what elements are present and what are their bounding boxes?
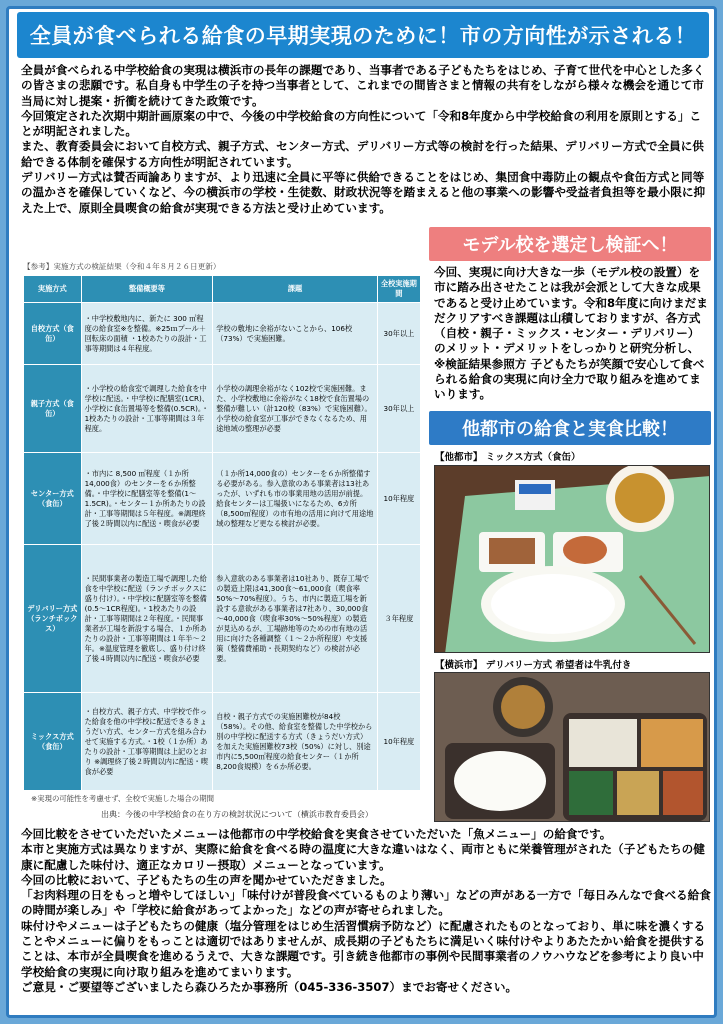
model-school-heading: モデル校を選定し検証へ！ xyxy=(429,227,711,261)
method-comparison-table xyxy=(23,261,421,811)
compare-heading: 他都市の給食と実食比較！ xyxy=(429,411,711,445)
issue-cell: 自校・親子方式での実施困難校が84校（58%）。その他、給食室を整備した中学校から別の中学校に配送する方式（きょうだい方式）を加えた実施困難校73校（50%）に対し、別途市内に5,500㎡程度の給食センター（１か所8,200食規模）を６か所必要。 xyxy=(213,693,378,791)
table-row xyxy=(24,453,421,545)
contact-line: ご意見・ご要望等ございましたら森ひろたか事務所（045-336-3507）までお寄せください。 xyxy=(21,979,518,994)
lunchbox-illustration xyxy=(435,673,710,822)
lunch-tray-illustration xyxy=(435,466,710,653)
outline-cell: ・小学校の給食室で調理した給食を中学校に配送。・中学校に配膳室(1CR)、小学校に食缶置場等を整備(0.5CR)。・1校あたりの設計・工事等期間は３年程度。 xyxy=(81,365,213,453)
bottom-paragraph: 「お肉料理の日をもっと増やしてほしい」「味付けが普段食べているものより薄い」などの声がある一方で「毎日みんなで食べる給食の時間が楽しみ」や「学校に給食があってよかった」などの声が寄せられました。 xyxy=(21,888,711,918)
table-caption: 【参考】実施方式の検証結果（令和４年８月２６日更新） xyxy=(23,262,221,271)
photo2-label: 【横浜市】 デリバリー方式 希望者は牛乳付き xyxy=(435,660,632,671)
table-footnote: ※実現の可能性を考慮せず、全校で実施した場合の期間 xyxy=(31,794,214,803)
bottom-paragraph: 味付けやメニューは子どもたちの健康（塩分管理をはじめ生活習慣病予防など）に配慮されたものとなっており、単に味を濃くすることやメニューに偏りをもっことは適切ではありませんが、成長期の子どもたちに満足いく味付けやよりあたたかい給食を提供することは、本市が全員喫食を進めるうえで、大きな課題です。引き続き他都市の事例や民間事業者のノウハウなどを参考により良い中学校給食の実現に向け取り組みを進めてまいります。 xyxy=(21,918,706,979)
mix-method-lunch-photo xyxy=(434,465,710,653)
header-outline: 整備概要等 xyxy=(81,276,213,303)
title-banner xyxy=(17,12,709,58)
years-cell: ３年程度 xyxy=(377,545,420,693)
method-cell: デリバリー方式（ランチボックス） xyxy=(24,545,82,693)
bottom-paragraph: 本市と実施方式は異なりますが、実際に給食を食べる時の温度に大きな違いはなく、両市ともに栄養管理がされた（子どもたちの健康に配慮した味付け、適正なカロリー摂取）メニューとなっています。 xyxy=(21,842,705,872)
table-row xyxy=(24,693,421,791)
issue-cell: 学校の敷地に余裕がないことから、106校（73%）で実施困難。 xyxy=(213,303,378,365)
outline-cell: ・自校方式、親子方式、中学校で作った給食を他の中学校に配送できるきょうだい方式、センター方式を組み合わせて実施する方式。・1校（１か所）あたりの設計・工事等期間は上記のとおり ※調理終了後２時間以内に配送・喫食が必要 xyxy=(81,693,213,791)
model-school-text: 今回、実現に向け大きな一歩（モデル校の設置）を市に踏み出させたことは我が会派として大きな成果であると受け止めています。令和8年度に向けまだまだクリアすべき課題は山積しておりますが、各方式（自校・親子・ミックス・センター・デリバリー）のメリット・デメリットをしっかりと研究分析し、※検証結果参照方 子どもたちが笑顔で安心して食べられる給食の実現に向け全力で取り組みを進めてまいります。 xyxy=(434,265,708,402)
results-table xyxy=(23,275,421,791)
issue-cell: 小学校の調理余裕がなく102校で実施困難。また、小学校敷地に余裕がなく18校で食缶置場の整備が難しい（計120校（83%）で実施困難）。小学校の給食室が工事ができなくなるため、用途地域の整理が必要 xyxy=(213,365,378,453)
years-cell: 30年以上 xyxy=(377,303,420,365)
bottom-paragraph: 今回の比較において、子どもたちの生の声を聞かせていただきました。 xyxy=(21,872,392,887)
outline-cell: ・民間事業者の製造工場で調理した給食を中学校に配送（ランチボックスに盛り付け）。・中学校に配膳室等を整備(0.5～1CR程度)。・1校あたりの設計・工事等期間は２年程度。・民間事業者が工場を新設する場合、１か所あたりの設計・工事等期間は１年半～２年。※温度管理を徹底し、盛り付け終了後４時間以内に配送・喫食が必要 xyxy=(81,545,213,693)
issue-cell: 参入意欲のある事業者は10社あり、既存工場での製造上限は41,300食～61,000食（喫食率50%～70%程度）。うち、市内に製造工場を新設する意欲がある事業者は7社あり、30,000食～40,000食（喫食率30%～50%程度）の製造が見込めるが、工場跡地等のための市有地の活用に向けた各種調整（１～２か所程度）や支援策（整備費補助・長期契約など）の検討が必要。 xyxy=(213,545,378,693)
issue-cell: （１か所14,000食の）センターを６か所整備する必要がある。参入意欲のある事業者は13社あったが、いずれも市の事業用地の活用が前提。給食センターは工場扱いになるため、6カ所（8,500㎡程度）の市有地の活用に向けて用途地域の整理など更なる検討が必要。 xyxy=(213,453,378,545)
header-method: 実施方式 xyxy=(24,276,82,303)
intro-block xyxy=(21,63,711,216)
intro-paragraph: また、教育委員会において自校方式、親子方式、センター方式、デリバリー方式等の検討を行った結果、デリバリー方式で全員に供給できる体制を確保する方向性が明記されています。 xyxy=(21,139,704,169)
header-issue: 課題 xyxy=(213,276,378,303)
photo1-label: 【他都市】 ミックス方式（食缶） xyxy=(435,452,581,463)
delivery-method-lunch-photo xyxy=(434,672,710,822)
years-cell: 10年程度 xyxy=(377,453,420,545)
page-title: 全員が食べられる給食の早期実現のために！市の方向性が示される！ xyxy=(29,24,697,48)
method-cell: センター方式（食缶） xyxy=(24,453,82,545)
header-years: 全校実施期間 xyxy=(377,276,420,303)
years-cell: 10年程度 xyxy=(377,693,420,791)
intro-paragraph: 今回策定された次期中期計画原案の中で、今後の中学校給食の方向性について「令和8年度から中学校給食の利用を原則とする」ことが明記されました。 xyxy=(21,108,702,139)
method-cell: ミックス方式（食缶） xyxy=(24,693,82,791)
years-cell: 30年以上 xyxy=(377,365,420,453)
table-row xyxy=(24,365,421,453)
method-cell: 自校方式（食缶） xyxy=(24,303,82,365)
table-row xyxy=(24,545,421,693)
intro-paragraph: 全員が食べられる中学校給食の実現は横浜市の長年の課題であり、当事者である子どもたちをはじめ、子育て世代を中心とした多くの皆さまの悲願です。私自身も中学生の子を持つ当事者として、これまでの間皆さまと情報の共有をしながら様々な機会を通じて市当局に対し提案・折衝を続けてきた政策です。 xyxy=(21,63,705,108)
table-source: 出典：今後の中学校給食の在り方の検討状況について（横浜市教育委員会） xyxy=(101,810,373,819)
bottom-paragraph: 今回比較をさせていただいたメニューは他都市の中学校給食を実食させていただいた「魚メニュー」の給食です。 xyxy=(21,827,612,841)
method-cell: 親子方式（食缶） xyxy=(24,365,82,453)
outline-cell: ・市内に 8,500 ㎡程度（１か所14,000食）のセンターを６か所整備。・中学校に配膳室等を整備(1～1.5CR)。・センター１か所あたりの設計・工事等期間は５年程度。※調理終了後２時間以内に配送・喫食が必要 xyxy=(81,453,213,545)
outline-cell: ・中学校敷地内に、新たに 300 ㎡程度の給食室※を整備。※25ｍプール＋回転床の面積 ・1校あたりの設計・工事等期間は４年程度。 xyxy=(81,303,213,365)
intro-paragraph: デリバリー方式は賛否両論ありますが、より迅速に全員に平等に供給できることをはじめ、集団食中毒防止の観点や食缶方式と同等の温かさを確保していくなど、今の横浜市の学校・生徒数、財政状況等を踏まえると他の事業への影響や受益者負担等を最小限に抑えた上で、原則全員喫食の給食が実現できる方法と受け止めています。 xyxy=(21,170,706,215)
bottom-block xyxy=(21,827,713,995)
table-row xyxy=(24,303,421,365)
table-header-row xyxy=(24,276,421,303)
flyer-page xyxy=(6,6,717,1018)
